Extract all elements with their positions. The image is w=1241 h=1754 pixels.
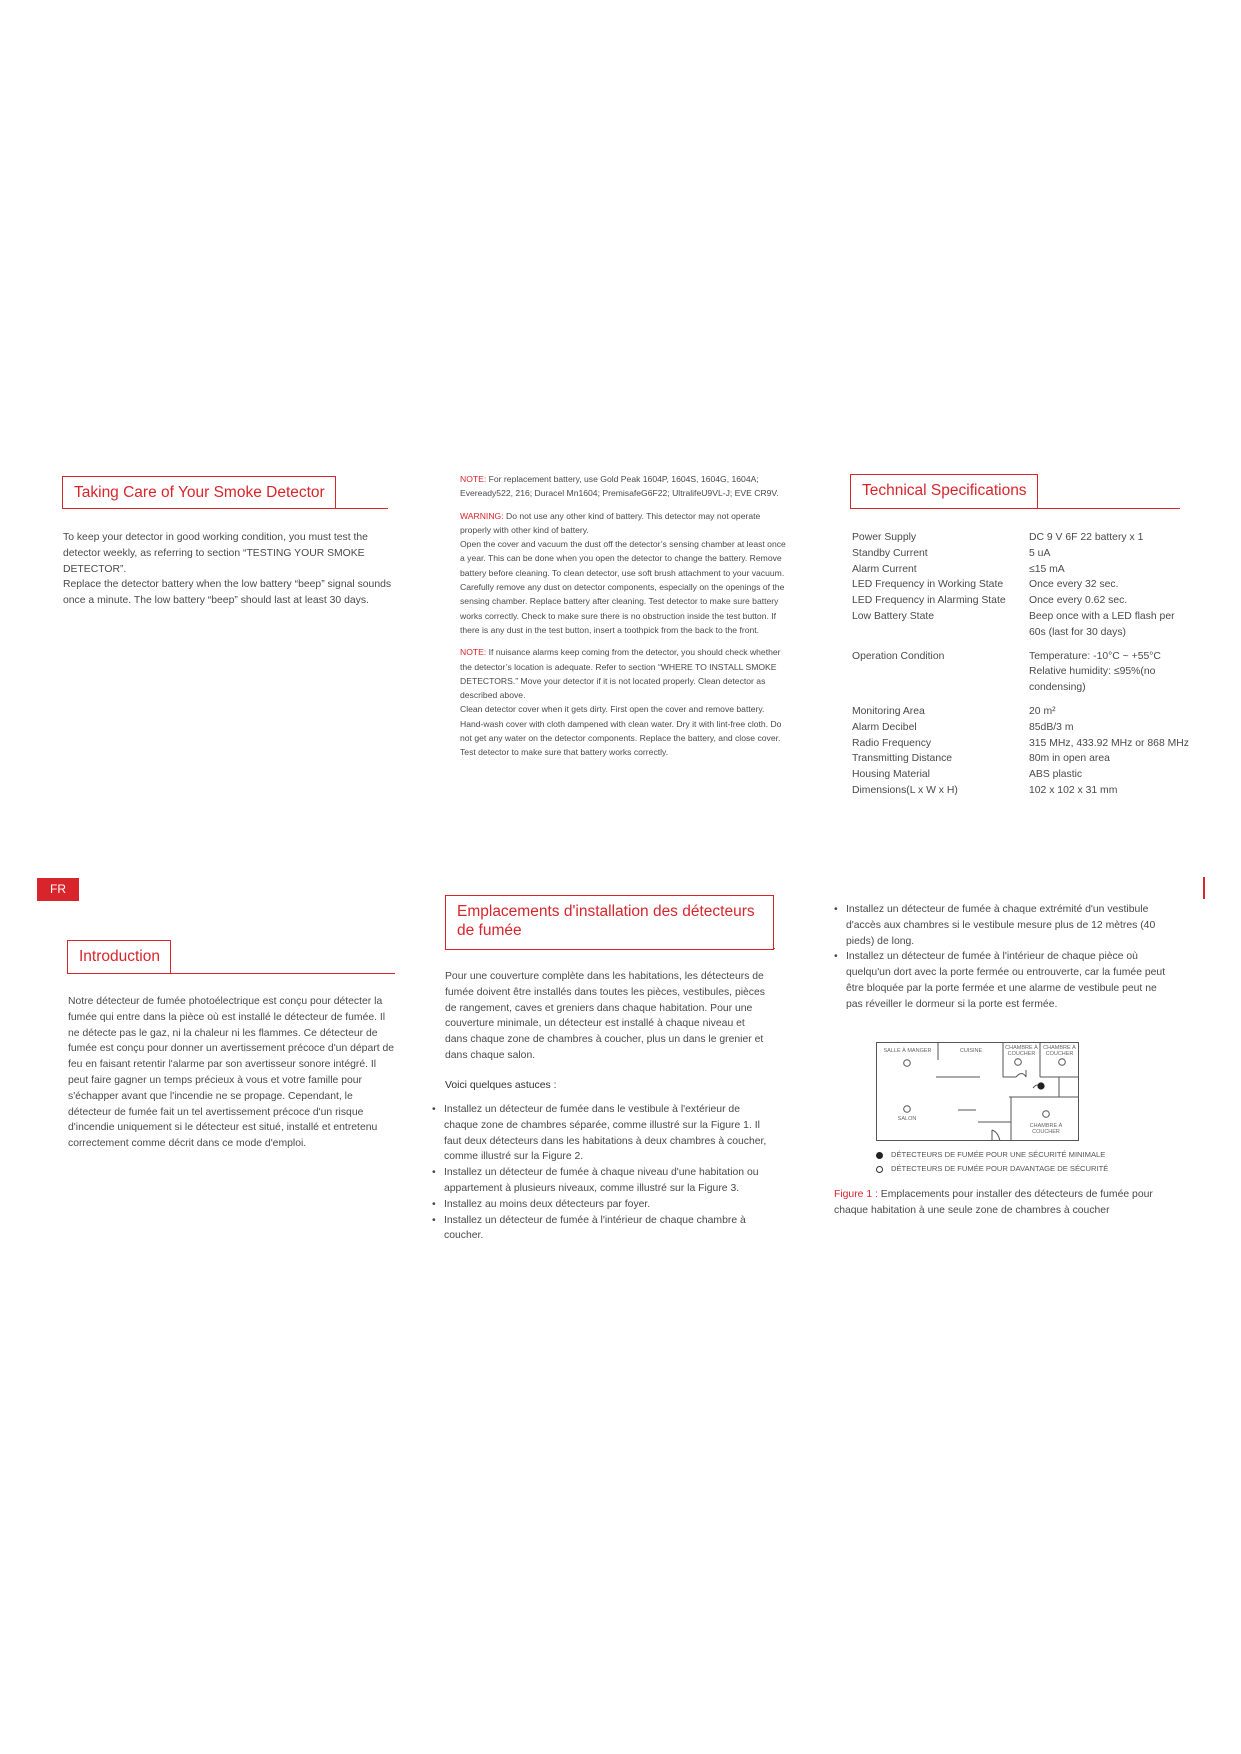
list-item: • Installez un détecteur de fumée à chaque extrémité d'un vestibule d'accès aux chambres si le vestibule mesure plus de 12 mètres (40 pieds) de long. — [834, 902, 1169, 949]
spec-label: Low Battery State — [852, 610, 935, 622]
spec-label: Dimensions(L x W x H) — [852, 784, 958, 796]
spec-row — [852, 530, 1192, 546]
detector-optional — [904, 1060, 911, 1067]
legend-item-minimal — [876, 1148, 1108, 1162]
cleaning-instructions: Open the cover and vacuum the dust off the detector’s sensing chamber at least once a year. This can be done when you open the detector to change the battery. Remove battery before cleaning. To clean detector, use soft brush attachment to your vacuum. Carefully remove any dust on detector components, especially on the openings of the sensing chamber. Replace battery after cleaning. Test detector to make sure battery works correctly. Check to make sure there is no obstruction inside the test button. If there is any dust in the test button, insert a toothpick from the back to the front. — [460, 539, 786, 635]
spec-row — [852, 609, 1192, 641]
spec-label: Alarm Current — [852, 563, 917, 575]
detector-optional — [1059, 1059, 1066, 1066]
tips-list — [432, 1102, 772, 1244]
door-swing — [1016, 1074, 1026, 1078]
figure-caption-text: Emplacements pour installer des détecteurs de fumée pour chaque habitation à une seule zone de chambres à coucher — [834, 1189, 1153, 1216]
warning-text: Do not use any other kind of battery. This detector may not operate properly with other kind of battery. — [460, 510, 761, 535]
room-label: SALLE À MANGER — [883, 1048, 932, 1054]
hollow-dot-icon — [876, 1166, 883, 1173]
intro-title: Introduction — [67, 940, 171, 974]
spec-value: 85dB/3 m — [1029, 721, 1074, 733]
spec-value: 20 m² — [1029, 705, 1056, 717]
spec-value: DC 9 V 6F 22 battery x 1 — [1029, 532, 1144, 543]
door-swing — [992, 1130, 1000, 1141]
spec-row — [852, 546, 1192, 562]
detector-minimal — [1037, 1082, 1044, 1089]
spec-label: Alarm Decibel — [852, 721, 917, 733]
spec-label: Standby Current — [852, 547, 928, 559]
warning-battery — [460, 509, 790, 538]
filled-dot-icon — [876, 1152, 883, 1159]
spec-label: Radio Frequency — [852, 737, 932, 749]
note-battery — [460, 472, 790, 501]
figure-caption — [834, 1187, 1164, 1219]
spec-value: 5 uA — [1029, 547, 1051, 559]
detector-optional — [1015, 1059, 1022, 1066]
detector-optional — [904, 1106, 911, 1113]
specs-title: Technical Specifications — [850, 474, 1038, 509]
intro-body: Notre détecteur de fumée photoélectrique est conçu pour détecter la fumée qui entre dans la pièce où est installé le détecteur de fumée. Il ne détecte pas le gaz, ni la chaleur ni les flammes. Ce détecteur de fumée est conçu pour donner un avertissement précoce d'un départ de feu en faisant retentir l'alarme par son avertisseur sonore intégré. Il peut faire gagner un temps précieux à vous et votre famille pour s'échapper avant que l'incendie ne se propage. Cependant, le détecteur de fumée fait un tel avertissement précoce d'un risque d'incendie uniquement si le détecteur est situé, installé et entretenu correctement comme décrit dans ce mode d'emploi. — [68, 996, 395, 1150]
care-paragraph-1: To keep your detector in good working condition, you must test the detector weekly, as referring to section “TESTING YOUR SMOKE DETECTOR”. — [63, 532, 368, 575]
room-label: SALON — [897, 1116, 917, 1122]
page-edge-marker — [1203, 877, 1205, 899]
note-text: For replacement battery, use Gold Peak 1604P, 1604S, 1604G, 1604A; Eveready522, 216; Duracel Mn1604; PremisafeG6F22; UltralifeU9VL-J; EVE CR9V. — [460, 474, 779, 499]
spec-row — [852, 593, 1192, 609]
more-tips-list — [834, 902, 1169, 1013]
spec-value: Once every 32 sec. — [1029, 579, 1119, 591]
spec-label: LED Frequency in Alarming State — [852, 595, 1006, 607]
spec-value: 315 MHz, 433.92 MHz or 868 MHz — [1029, 737, 1189, 749]
care-title: Taking Care of Your Smoke Detector — [62, 476, 336, 509]
legend-label: DÉTECTEURS DE FUMÉE POUR UNE SÉCURITÉ MINIMALE — [891, 1150, 1106, 1159]
warning-label: WARNING: — [460, 510, 504, 521]
legend-label: DÉTECTEURS DE FUMÉE POUR DAVANTAGE DE SÉCURITÉ — [891, 1164, 1109, 1173]
list-item: • Installez un détecteur de fumée dans le vestibule à l'extérieur de chaque zone de chambres séparée, comme illustré sur la Figure 1. Il faut deux détecteurs dans les habitations à deux chambres à coucher, comme illustré sur la Figure 2. — [432, 1102, 772, 1165]
placement-intro: Pour une couverture complète dans les habitations, les détecteurs de fumée doivent être installés dans toutes les pièces, vestibules, pièces de rangement, caves et greniers dans chaque habitation. Pour une couverture minimale, un détecteur est installé à chaque niveau et dans chaque zone de chambres à coucher, plus un dans le grenier et dans chaque salon. — [445, 971, 765, 1061]
spec-label: Operation Condition — [852, 650, 945, 662]
language-badge: FR — [37, 878, 79, 901]
spec-row — [852, 783, 1192, 799]
spec-value: Beep once with a LED flash per 60s (last for 30 days) — [1029, 610, 1175, 638]
spec-value: Once every 0.62 sec. — [1029, 595, 1128, 607]
room-label: CHAMBRE À COUCHER — [1005, 1045, 1038, 1057]
notes-column — [460, 472, 790, 760]
specs-table — [852, 530, 1192, 799]
spec-row — [852, 577, 1192, 593]
detector-optional — [1043, 1111, 1050, 1118]
placement-title: Emplacements d'installation des détecteurs de fumée — [445, 895, 774, 950]
note-label: NOTE: — [460, 647, 487, 658]
spec-value: Temperature: -10°C ~ +55°C Relative humidity: ≤95%(no condensing) — [1029, 650, 1161, 694]
spec-label: Power Supply — [852, 532, 917, 543]
tips-title: Voici quelques astuces : — [445, 1080, 557, 1091]
spec-value: 80m in open area — [1029, 753, 1110, 765]
spec-label: Housing Material — [852, 769, 930, 781]
spec-value: 102 x 102 x 31 mm — [1029, 784, 1118, 796]
note-text: If nuisance alarms keep coming from the detector, you should check whether the detector’s location is adequate. Refer to section “WHERE TO INSTALL SMOKE DETECTORS.” Move your detector if it is not located properly. Clean detector as described above. — [460, 647, 781, 701]
list-item: • Installez un détecteur de fumée à chaque niveau d'une habitation ou appartement à plusieurs niveaux, comme illustré sur la Figure 3. — [432, 1165, 772, 1197]
spec-label: Monitoring Area — [852, 705, 925, 717]
floor-plan — [876, 1042, 1080, 1142]
room-label: CUISINE — [959, 1048, 983, 1054]
spec-row — [852, 562, 1192, 578]
spec-label: LED Frequency in Working State — [852, 579, 1004, 591]
floor-plan-legend — [876, 1148, 1108, 1176]
note-nuisance — [460, 645, 790, 702]
spec-value: ≤15 mA — [1029, 563, 1065, 575]
spec-row — [852, 736, 1192, 752]
spec-label: Transmitting Distance — [852, 753, 953, 765]
room-label: CHAMBRE À COUCHER — [1029, 1123, 1063, 1135]
figure-label: Figure 1 : — [834, 1189, 878, 1200]
care-paragraph-2: Replace the detector battery when the low battery “beep” signal sounds once a minute. The low battery “beep” should last at least 30 days. — [63, 579, 392, 607]
list-item: • Installez un détecteur de fumée à l'intérieur de chaque pièce où quelqu'un dort avec la porte fermée ou entrouverte, car la fumée peut être bloquée par la porte fermée et une alarme de vestibule peut ne pas réveiller le dormeur si la porte est fermée. — [834, 949, 1169, 1012]
list-item: • Installez au moins deux détecteurs par foyer. — [432, 1197, 772, 1213]
list-item: • Installez un détecteur de fumée à l'intérieur de chaque chambre à coucher. — [432, 1213, 772, 1245]
cover-cleaning: Clean detector cover when it gets dirty. First open the cover and remove battery. Hand-wash cover with cloth dampened with clean water. Dry it with lint-free cloth. Do not get any water on the detector components. Replace the battery, and close cover. Test detector to make sure that battery works correctly. — [460, 704, 782, 758]
spec-value: ABS plastic — [1029, 769, 1083, 781]
care-body — [63, 530, 393, 609]
spec-row — [852, 751, 1192, 767]
room-label: CHAMBRE À COUCHER — [1043, 1045, 1076, 1057]
note-label: NOTE: — [460, 474, 487, 484]
spec-row — [852, 649, 1192, 696]
legend-item-additional — [876, 1162, 1108, 1176]
spec-row — [852, 720, 1192, 736]
spec-row — [852, 767, 1192, 783]
spec-row — [852, 704, 1192, 720]
